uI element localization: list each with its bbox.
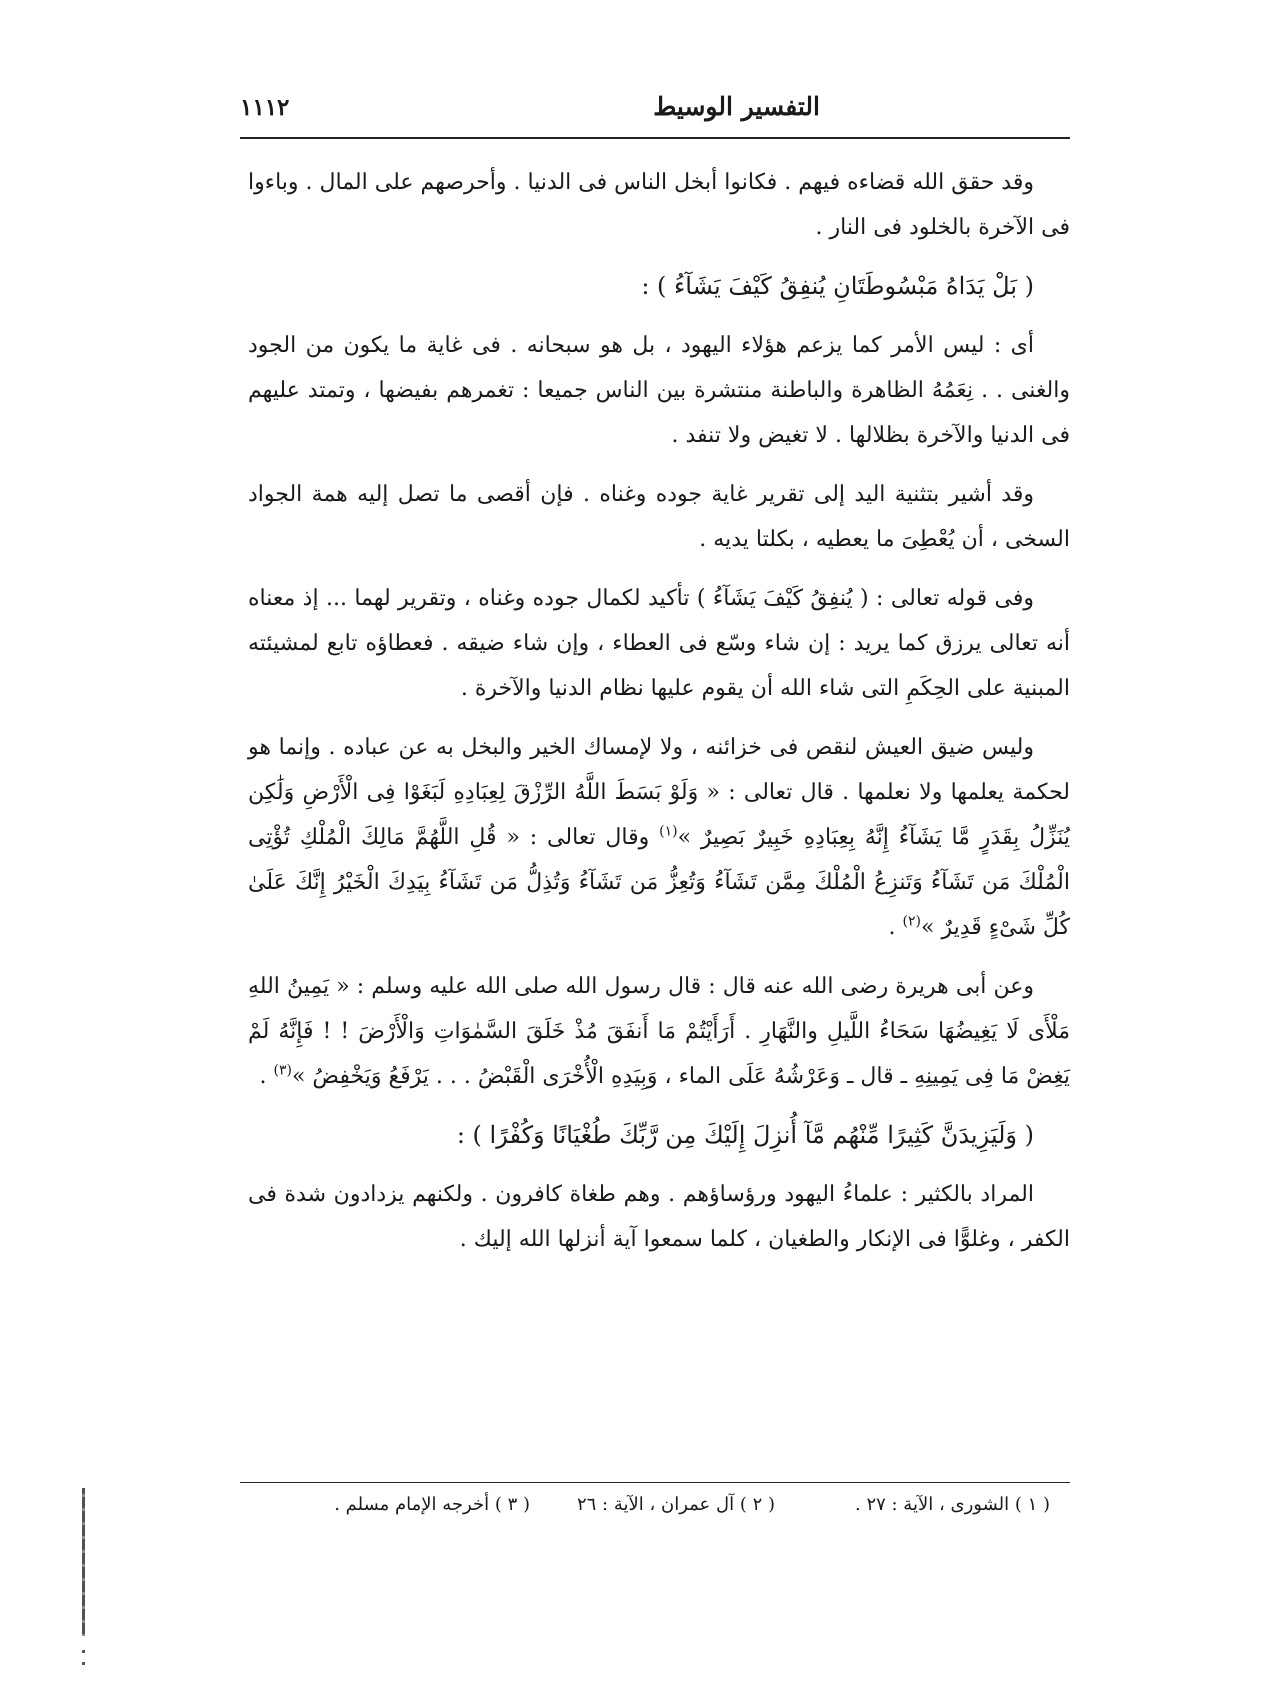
paragraph-tail: . xyxy=(259,1064,274,1089)
verse-heading: ( بَلْ يَدَاهُ مَبْسُوطَتَانِ يُنفِقُ كَيْفَ يَشَآءُ ) : xyxy=(641,272,1034,300)
scan-speck xyxy=(82,1650,85,1653)
paragraph-text: وعن أبى هريرة رضى الله عنه قال : قال رسول الله صلى الله عليه وسلم : « يَمِينُ اللهِ مَلْأَى لَا يَغِيضُهَا سَحَاءُ اللَّيلِ والنَّهَارِ . أَرَأَيْتُمْ مَا أَنفَقَ مُذْ خَلَقَ السَّمٰوَاتِ وَالْأَرْضَ ! ! فَإِنَّهُ لَمْ يَغِضْ مَا فِى يَمِينِهِ ـ قال ـ وَعَرْشُهُ عَلَى الماء ، وَبِيَدِهِ الْأُخْرَى الْقَبْضُ . . . يَرْفَعُ وَيَخْفِضُ » xyxy=(248,974,1070,1089)
footnotes xyxy=(260,1494,1050,1528)
main-text xyxy=(248,160,1070,1276)
scan-binding-mark xyxy=(82,1488,85,1636)
page-title: التفسير الوسيط xyxy=(653,92,820,121)
footnote-ref: (٣) xyxy=(273,1062,292,1079)
page-number: ١١١٢ xyxy=(240,94,290,121)
paragraph-text: وقال تعالى : « قُلِ اللَّهُمَّ مَالِكَ الْمُلْكِ تُؤْتِى الْمُلْكَ مَن تَشَآءُ وَتَنزِعُ الْمُلْكَ مِمَّن تَشَآءُ وَتُعِزُّ مَن تَشَآءُ وَتُذِلُّ مَن تَشَآءُ بِيَدِكَ الْخَيْرُ إِنَّكَ عَلَىٰ كُلِّ شَىْءٍ قَدِيرٌ » xyxy=(248,825,1070,940)
footnote-ref: (٢) xyxy=(902,913,921,930)
verse-heading: ( وَلَيَزِيدَنَّ كَثِيرًا مِّنْهُم مَّآ أُنزِلَ إِلَيْكَ مِن رَّبِّكَ طُغْيَانًا وَكُفْرًا ) : xyxy=(456,1121,1034,1149)
paragraph-tail: . xyxy=(888,915,903,940)
paragraph: وفى قوله تعالى : ( يُنفِقُ كَيْفَ يَشَآءُ ) تأكيد لكمال جوده وغناه ، وتقرير لهما ... إذ معناه أنه تعالى يرزق كما يريد : إن شاء وسّع فى العطاء ، وإن شاء ضيقه . فعطاؤه تابع لمشيئته المبنية على الحِكَمِ التى شاء الله أن يقوم عليها نظام الدنيا والآخرة . xyxy=(248,586,1070,701)
footnote-ref: (١) xyxy=(659,823,678,840)
paragraph-hadith xyxy=(248,964,1070,1099)
paragraph: أى : ليس الأمر كما يزعم هؤلاء اليهود ، بل هو سبحانه . فى غاية ما يكون من الجود والغنى . . نِعَمُهُ الظاهرة والباطنة منتشرة بين الناس جميعا : تغمرهم بفيضها ، وتمتد عليهم فى الدنيا والآخرة بظلالها . لا تغيض ولا تنفد . xyxy=(248,333,1070,448)
footnote-3: ( ٣ ) أخرجه الإمام مسلم . xyxy=(334,1494,530,1515)
paragraph: وقد حقق الله قضاءه فيهم . فكانوا أبخل الناس فى الدنيا . وأحرصهم على المال . وباءوا فى الآخرة بالخلود فى النار . xyxy=(248,170,1070,240)
footnote-divider xyxy=(240,1482,1070,1483)
paragraph: المراد بالكثير : علماءُ اليهود ورؤساؤهم . وهم طغاة كافرون . ولكنهم يزدادون شدة فى الكفر ، وغلوًّا فى الإنكار والطغيان ، كلما سمعوا آية أنزلها الله إليك . xyxy=(248,1182,1070,1252)
running-header xyxy=(240,92,1070,136)
footnote-2: ( ٢ ) آل عمران ، الآية : ٢٦ xyxy=(576,1494,775,1515)
paragraph-text: وليس ضيق العيش لنقص فى خزائنه ، ولا لإمساك الخير والبخل به عن عباده . وإنما هو لحكمة يعلمها ولا نعلمها . قال تعالى : « وَلَوْ بَسَطَ اللَّهُ الرِّزْقَ لِعِبَادِهِ لَبَغَوْا فِى الْأَرْضِ وَلَٰكِن يُنَزِّلُ بِقَدَرٍ مَّا يَشَآءُ إِنَّهُ بِعِبَادِهِ خَبِيرٌ بَصِيرٌ » xyxy=(248,735,1070,850)
scan-speck xyxy=(82,1662,85,1665)
paragraph-with-quotes xyxy=(248,725,1070,950)
paragraph: وقد أشير بتثنية اليد إلى تقرير غاية جوده وغناه . فإن أقصى ما تصل إليه همة الجواد السخى ، أن يُعْطِىَ ما يعطيه ، بكلتا يديه . xyxy=(248,482,1070,552)
header-divider xyxy=(240,137,1070,139)
footnote-1: ( ١ ) الشورى ، الآية : ٢٧ . xyxy=(855,1494,1050,1515)
